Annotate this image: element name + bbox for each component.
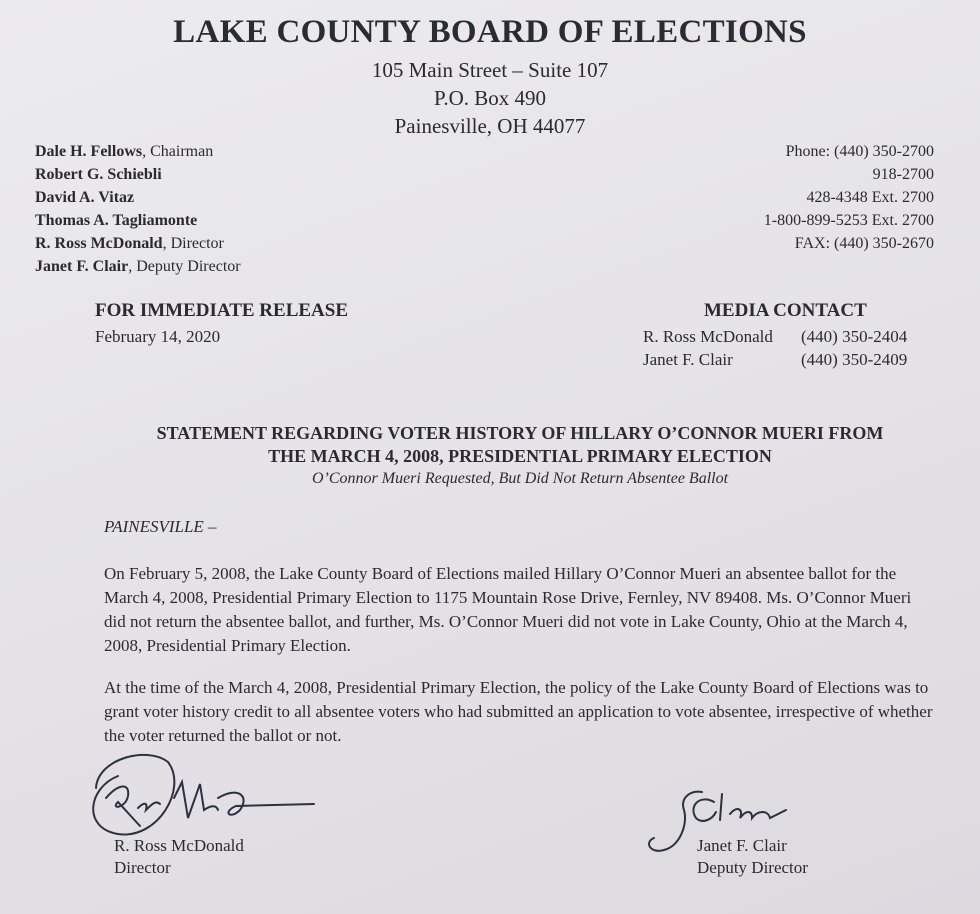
body-paragraph: On February 5, 2008, the Lake County Board of Elections mailed Hillary O’Connor Mueri an absentee ballot for the March 4, 2008, Presidential Primary Election to 1175 Mountain Rose Drive, Fernley, NV 89408. Ms. O’Connor Mueri did not return the absentee ballot, and further, Ms. O’Connor Mueri did not vote in Lake County, Ohio at the March 4, 2008, Presidential Primary Election. [104,564,912,655]
statement-title-line: STATEMENT REGARDING VOTER HISTORY OF HILLARY O’CONNOR MUERI FROM [156,423,884,443]
board-member: Dale H. Fellows, Chairman [35,143,214,160]
phone-line: 918-2700 [872,166,934,183]
phone-list [764,140,934,255]
phone-line: 428-4348 Ext. 2700 [806,189,934,206]
phone-line: 1-800-899-5253 Ext. 2700 [763,212,934,229]
media-contact-name: R. Ross McDonald [643,327,773,346]
release-date: February 14, 2020 [95,327,221,346]
board-member: David A. Vitaz [35,189,135,206]
director-name: R. Ross McDonald [114,836,244,855]
statement-subtitle: O’Connor Mueri Requested, But Did Not Return Absentee Ballot [311,470,729,487]
phone-line: FAX: (440) 350-2670 [794,235,934,252]
deputy-director-title: Deputy Director [697,858,808,877]
address-line-street: 105 Main Street – Suite 107 [371,58,609,82]
media-contact-phone: (440) 350-2409 [801,350,908,369]
release-heading: FOR IMMEDIATE RELEASE [95,300,349,321]
media-contact-phone: (440) 350-2404 [801,327,908,346]
board-member: Janet F. Clair, Deputy Director [35,258,241,275]
director-signature [78,748,318,844]
body-paragraph: At the time of the March 4, 2008, Presidential Primary Election, the policy of the Lake County Board of Elections was to grant voter history credit to all absentee voters who had submitted an application to vote absentee, irrespective of whether the voter returned the ballot or not. [104,678,933,745]
board-members-list [35,140,241,278]
media-contact-heading: MEDIA CONTACT [704,300,867,321]
address-line-city: Painesville, OH 44077 [394,114,586,138]
statement-title-line: THE MARCH 4, 2008, PRESIDENTIAL PRIMARY ELECTION [268,446,772,466]
board-member: Thomas A. Tagliamonte [35,212,198,229]
address-line-po-box: P.O. Box 490 [433,86,547,110]
dateline: PAINESVILLE – [104,517,217,536]
media-contact-name: Janet F. Clair [643,350,733,369]
director-title: Director [114,858,171,877]
board-title: LAKE COUNTY BOARD OF ELECTIONS [173,14,807,50]
deputy-director-name: Janet F. Clair [697,836,787,855]
board-member: Robert G. Schiebli [35,166,162,183]
phone-line: Phone: (440) 350-2700 [785,143,934,160]
board-member: R. Ross McDonald, Director [35,235,224,252]
